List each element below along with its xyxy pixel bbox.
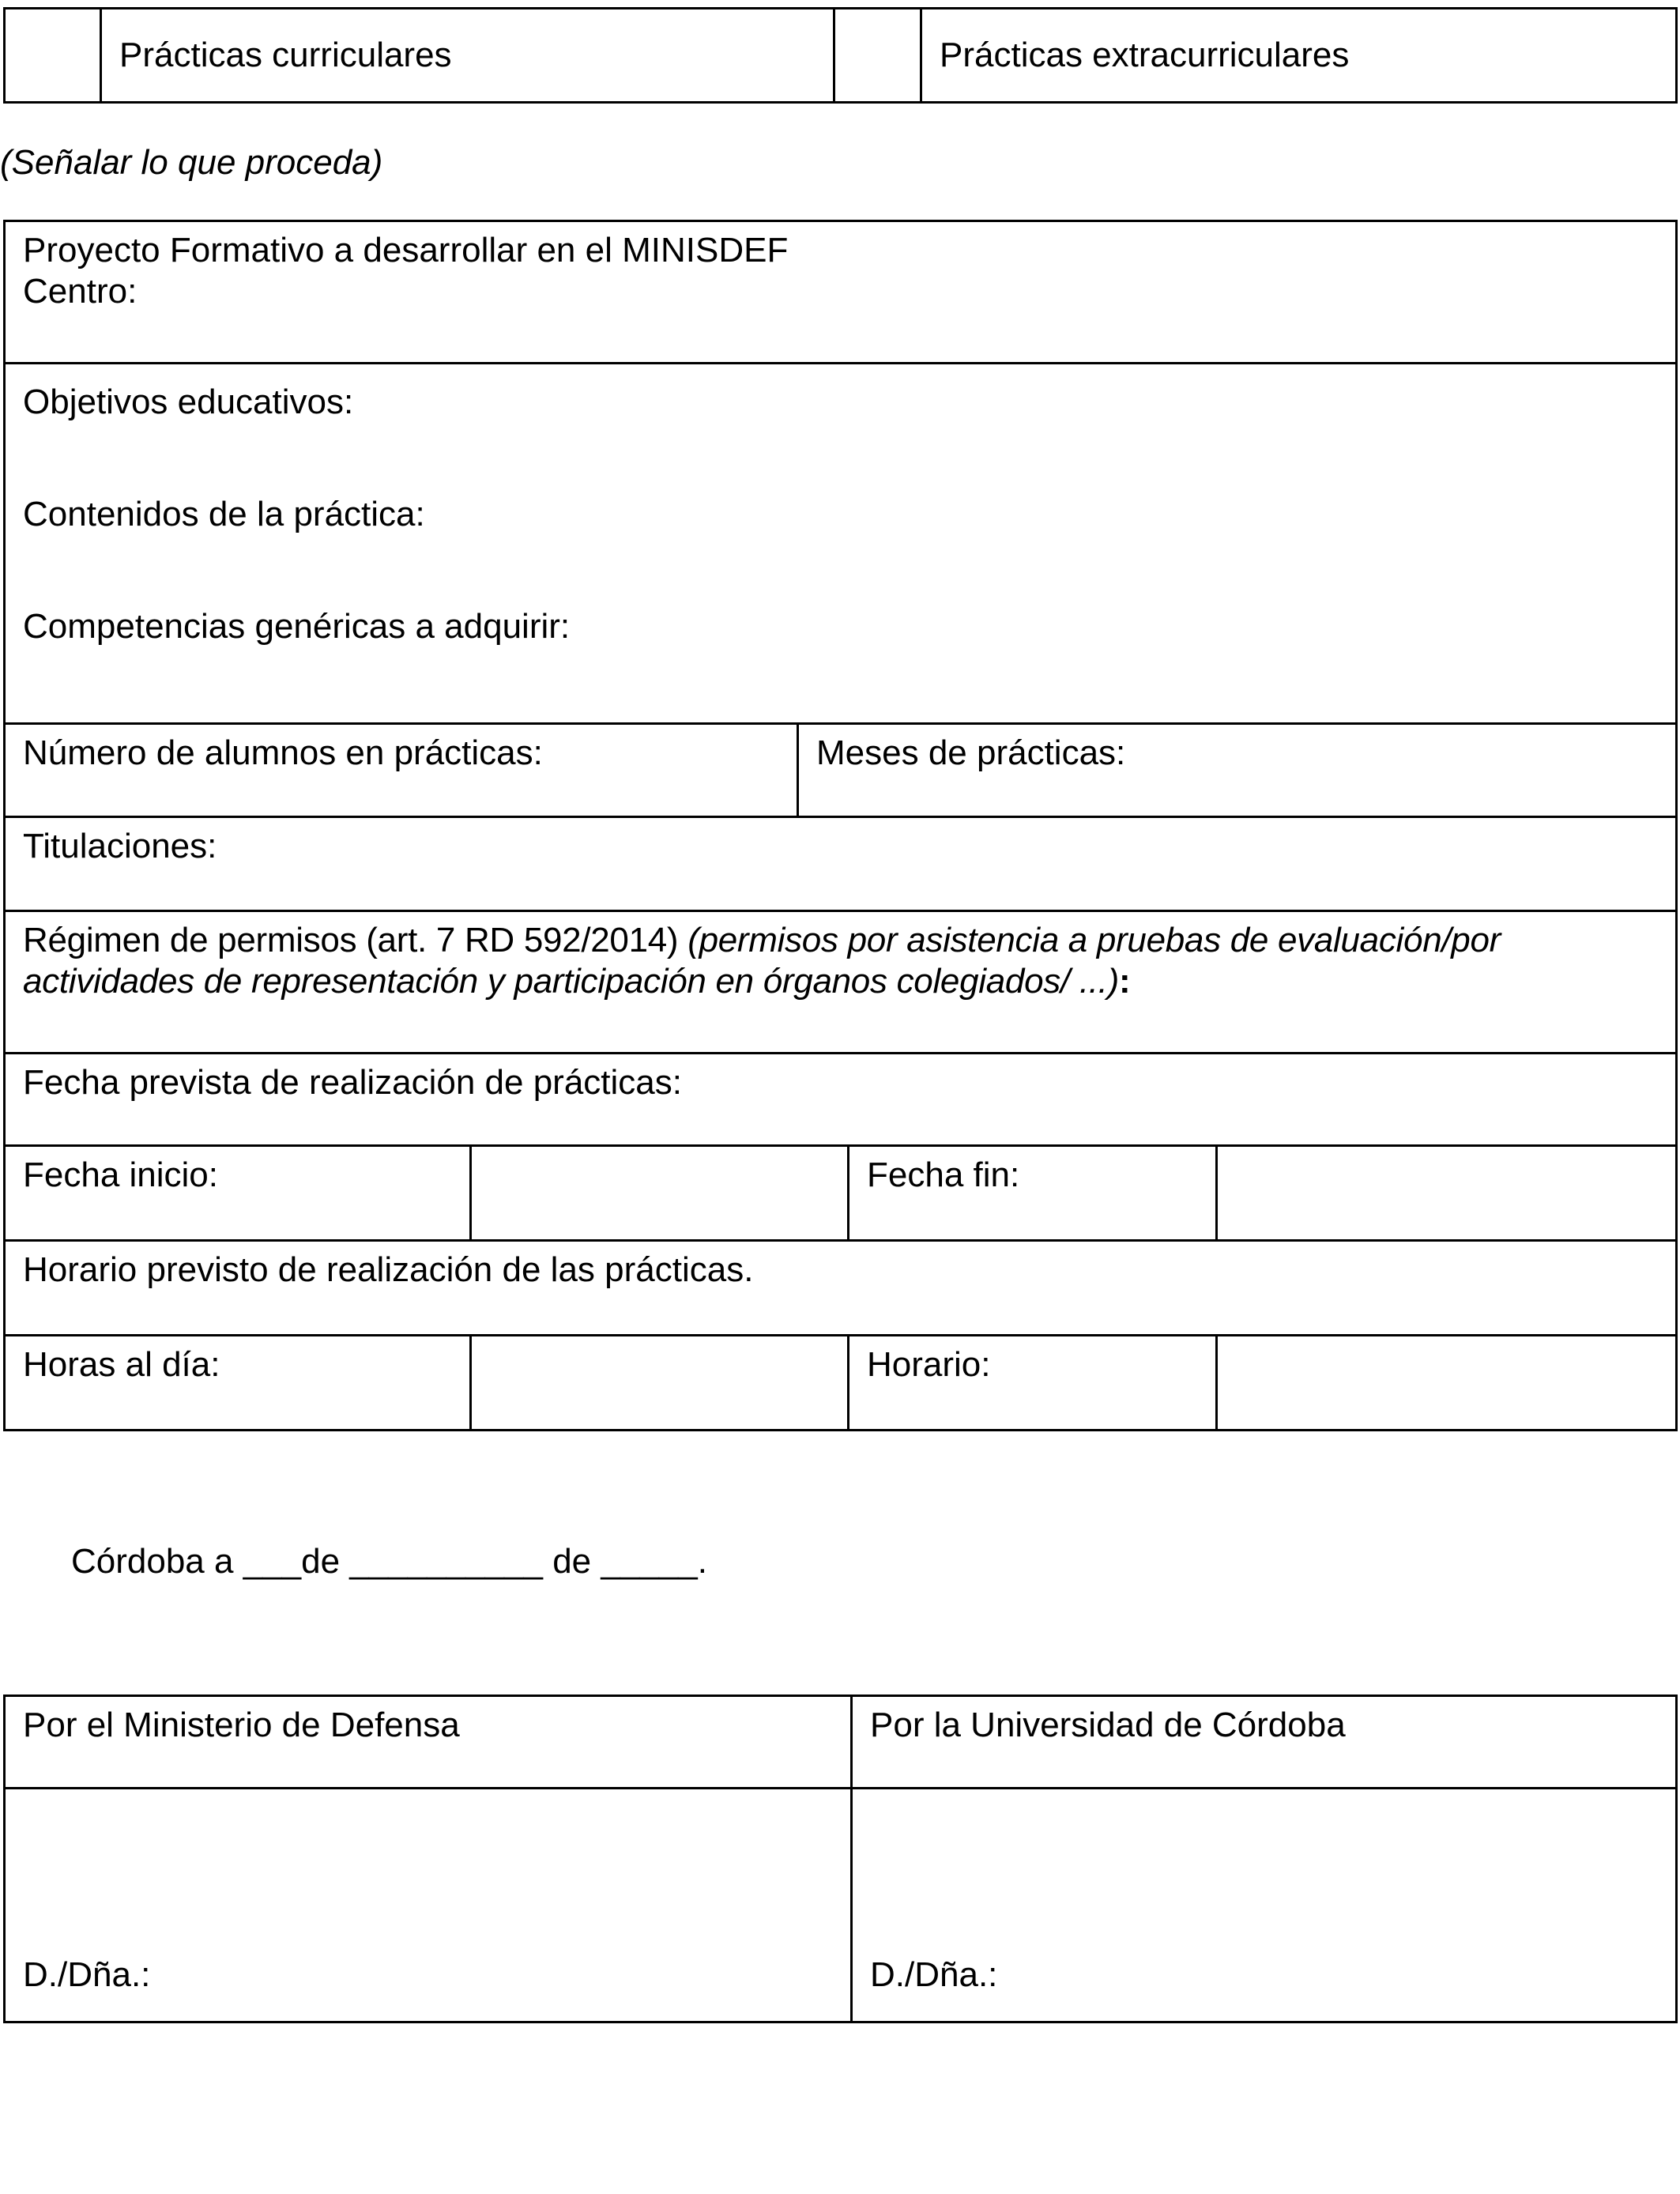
regimen-cell[interactable] (5, 911, 1677, 1054)
fecha-prevista-header: Fecha prevista de realización de prácticas: (23, 1063, 682, 1102)
horario-input[interactable] (1217, 1336, 1677, 1431)
competencias-label: Competencias genéricas a adquirir: (23, 607, 571, 646)
ministerio-label: Por el Ministerio de Defensa (23, 1706, 460, 1744)
fecha-prevista-cell (5, 1054, 1677, 1146)
objectives-cell[interactable] (5, 364, 1677, 724)
regimen-detail: (permisos por asistencia a pruebas de evaluación/por actividades de representación y participación en órganos colegiados/ ...) (23, 921, 1501, 1001)
horario-previsto-cell (5, 1241, 1677, 1336)
project-cell[interactable] (5, 221, 1677, 364)
curricular-checkbox[interactable] (5, 9, 101, 103)
signatures-table (3, 1695, 1678, 2023)
centro-label: Centro: (23, 272, 137, 311)
numero-alumnos-cell[interactable] (5, 724, 798, 817)
horas-dia-label-cell (5, 1336, 471, 1431)
fecha-fin-input[interactable] (1217, 1146, 1677, 1241)
meses-cell[interactable] (798, 724, 1677, 817)
horario-previsto-header: Horario previsto de realización de las prácticas. (23, 1250, 754, 1289)
universidad-label: Por la Universidad de Córdoba (870, 1706, 1346, 1744)
ministerio-signature-box[interactable] (5, 1789, 852, 2022)
titulaciones-label: Titulaciones: (23, 827, 217, 865)
selection-note: (Señalar lo que proceda) (0, 143, 383, 182)
ministerio-signer-label: D./Dña.: (23, 1955, 151, 1994)
universidad-signer-label: D./Dña.: (870, 1955, 998, 1994)
fecha-inicio-input[interactable] (471, 1146, 849, 1241)
universidad-signature-box[interactable] (852, 1789, 1677, 2022)
regimen-label: Régimen de permisos (art. 7 RD 592/2014) (23, 921, 679, 959)
universidad-header-cell (852, 1696, 1677, 1789)
titulaciones-cell[interactable] (5, 817, 1677, 911)
practice-type-table (3, 7, 1678, 104)
objetivos-label: Objetivos educativos: (23, 383, 354, 421)
project-table (3, 220, 1678, 1431)
curricular-label: Prácticas curriculares (101, 9, 834, 103)
regimen-colon: : (1118, 962, 1131, 1001)
horas-dia-label: Horas al día: (23, 1345, 220, 1384)
fecha-fin-label-cell (849, 1146, 1217, 1241)
project-title: Proyecto Formativo a desarrollar en el MINISDEF (23, 231, 789, 270)
fecha-inicio-label-cell (5, 1146, 471, 1241)
contenidos-label: Contenidos de la práctica: (23, 495, 425, 533)
extracurricular-checkbox[interactable] (834, 9, 921, 103)
numero-alumnos-label: Número de alumnos en prácticas: (23, 733, 543, 772)
fecha-fin-label: Fecha fin: (867, 1155, 1020, 1194)
horas-dia-input[interactable] (471, 1336, 849, 1431)
meses-label: Meses de prácticas: (816, 733, 1126, 772)
horario-label-cell (849, 1336, 1217, 1431)
place-date-line[interactable]: Córdoba a ___de __________ de _____. (71, 1542, 707, 1581)
extracurricular-label: Prácticas extracurriculares (921, 9, 1677, 103)
fecha-inicio-label: Fecha inicio: (23, 1155, 219, 1194)
ministerio-header-cell (5, 1696, 852, 1789)
horario-label: Horario: (867, 1345, 991, 1384)
